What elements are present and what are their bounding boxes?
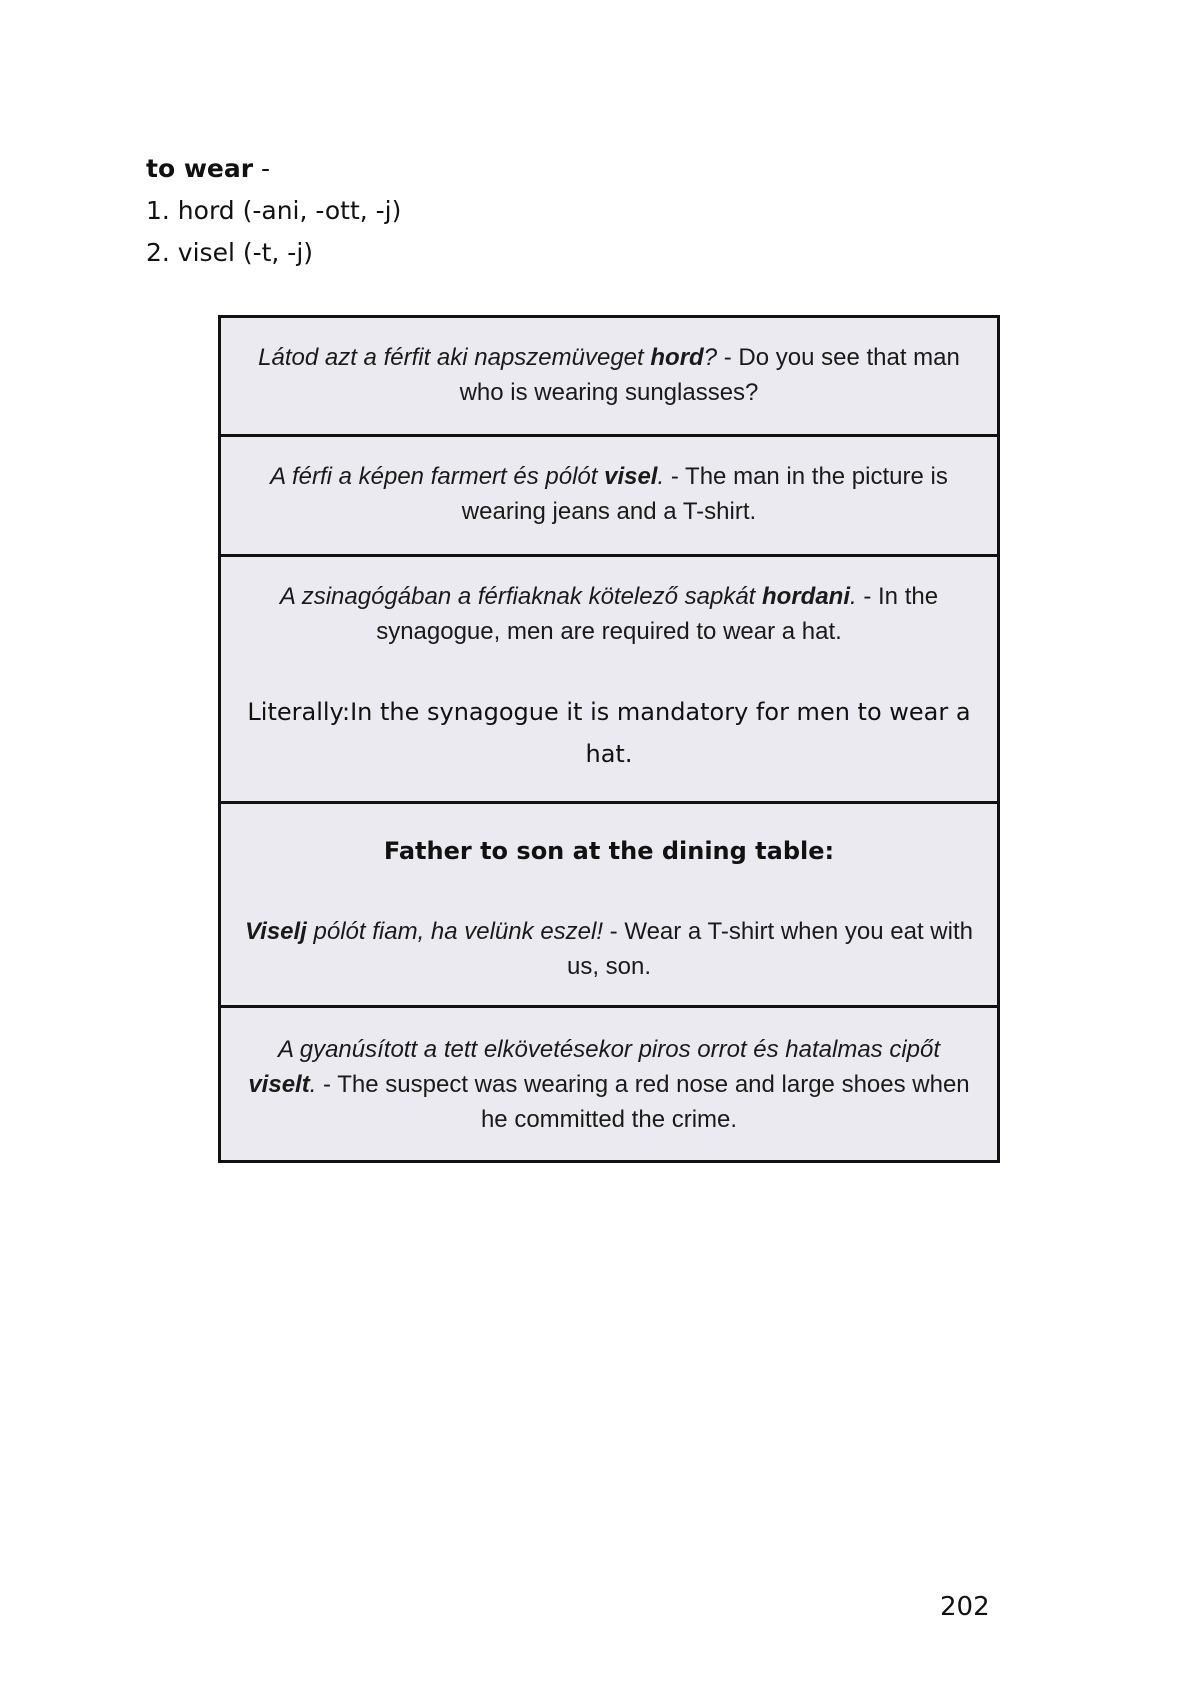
term: to wear bbox=[146, 154, 254, 183]
verb-highlight: Viselj bbox=[245, 918, 307, 945]
english-translation: - In the synagogue, men are required to wear a hat. bbox=[376, 583, 939, 645]
english-translation: - Do you see that man who is wearing sunglasses? bbox=[459, 344, 960, 406]
hu-text: A férfi a képen farmert és pólót bbox=[270, 463, 605, 490]
example-row bbox=[221, 437, 997, 557]
english-translation: - Wear a T-shirt when you eat with us, son. bbox=[566, 918, 973, 980]
heading-line bbox=[146, 148, 401, 190]
examples-table bbox=[218, 315, 1000, 1163]
hu-text: . bbox=[657, 463, 665, 490]
context-title: Father to son at the dining table: bbox=[383, 837, 835, 865]
meaning-2: 2. visel (-t, -j) bbox=[146, 238, 314, 267]
hu-text: A zsinagógában a férfiaknak kötelező sapkát bbox=[279, 583, 763, 610]
hu-text: A gyanúsított a tett elkövetésekor piros orrot és hatalmas cipőt bbox=[277, 1036, 941, 1063]
example-row bbox=[221, 318, 997, 437]
hungarian-sentence bbox=[245, 918, 603, 945]
hu-text: . bbox=[850, 583, 857, 610]
literal-translation: Literally:In the synagogue it is mandatory for men to wear a hat. bbox=[247, 698, 971, 768]
hungarian-sentence bbox=[270, 463, 664, 490]
hu-text: ? bbox=[703, 344, 718, 371]
verb-highlight: viselt bbox=[248, 1071, 310, 1098]
english-translation: - The suspect was wearing a red nose and large shoes when he committed the crime. bbox=[316, 1071, 970, 1133]
english-translation: - The man in the picture is wearing jeans and a T-shirt. bbox=[461, 463, 948, 525]
hungarian-sentence bbox=[280, 583, 857, 610]
hungarian-sentence bbox=[258, 344, 717, 371]
hu-text: Látod azt a férfit aki napszemüveget bbox=[258, 344, 651, 371]
heading-block bbox=[146, 148, 401, 274]
verb-highlight: hordani bbox=[762, 583, 851, 610]
hu-text: . bbox=[309, 1071, 317, 1098]
example-row bbox=[221, 1008, 997, 1160]
meaning-1: 1. hord (-ani, -ott, -j) bbox=[146, 196, 402, 225]
hu-text: pólót fiam, ha velünk eszel! bbox=[306, 918, 604, 945]
example-row bbox=[221, 557, 997, 804]
page-number: 202 bbox=[940, 1592, 990, 1622]
term-dash: - bbox=[253, 154, 271, 183]
example-row bbox=[221, 804, 997, 1008]
verb-highlight: hord bbox=[650, 344, 704, 371]
verb-highlight: visel bbox=[604, 463, 658, 490]
